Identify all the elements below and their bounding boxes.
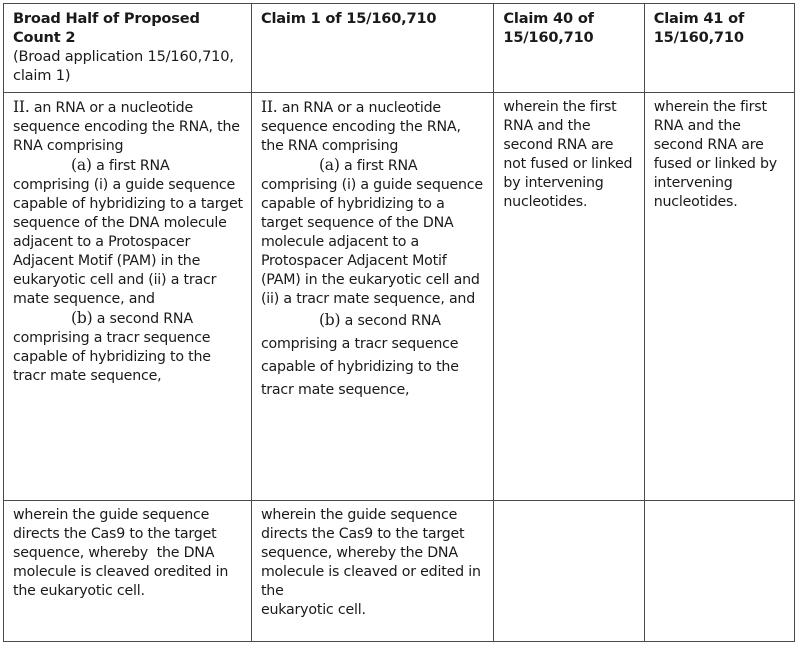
claim-text-line-2: eukaryotic cell. [260, 602, 366, 619]
cell-count-2-rna-element [4, 92, 252, 501]
claim-text-line-1: wherein the guide sequence directs the Cas9 to the target sequence, whereby the DNA molecule is cleaved or edited in the [260, 507, 481, 600]
cell-claim-1-guide-sequence [251, 501, 493, 642]
cell-count-2-guide-sequence [4, 501, 252, 642]
claims-comparison-table [3, 3, 795, 642]
header-title: Claim 40 of 15/160,710 [503, 10, 594, 46]
cell-claim-41-empty [644, 501, 794, 642]
header-claim-40 [494, 4, 644, 93]
claim-text: wherein the guide sequence directs the Cas9 to the target sequence, whereby the DNA molecule is cleaved oredited in the eukaryotic cell. [13, 507, 233, 600]
cell-claim-40-not-fused [494, 92, 644, 501]
section-intro: an RNA or a nucleotide sequence encoding the RNA, the RNA comprising [260, 99, 461, 154]
header-title: Broad Half of Proposed Count 2 [13, 10, 200, 46]
cell-claim-41-fused [644, 92, 794, 501]
item-a-marker: (a) [318, 155, 340, 174]
item-b-marker: (b) [71, 308, 93, 327]
header-broad-half-count-2 [4, 4, 252, 93]
cell-claim-40-empty [494, 501, 644, 642]
item-b-marker: (b) [318, 310, 341, 329]
item-b-text: a second RNA comprising a tracr sequence capable of hybridizing to the tracr mate sequence, [260, 312, 459, 398]
cell-claim-1-rna-element [251, 92, 493, 501]
item-a-text: a first RNA comprising (i) a guide sequence capable of hybridizing to a target sequence of the DNA molecule adjacent to a Protospacer Adjacent Motif (PAM) in the eukaryotic cell and (ii) a tracr mate sequence, and [260, 157, 483, 307]
table-row [4, 501, 795, 642]
section-intro: an RNA or a nucleotide sequence encoding the RNA, the RNA comprising [13, 99, 240, 154]
item-b-text: a second RNA comprising a tracr sequence capable of hybridizing to the tracr mate sequence, [13, 310, 211, 384]
item-a-text: a first RNA comprising (i) a guide sequence capable of hybridizing to a target sequence of the DNA molecule adjacent to a Protospacer Adjacent Motif (PAM) in the eukaryotic cell and (ii) a tracr mate sequence, and [13, 157, 243, 307]
header-claim-1 [251, 4, 493, 93]
table-row [4, 92, 795, 501]
header-row [4, 4, 795, 93]
header-claim-41 [644, 4, 794, 93]
header-subtitle: (Broad application 15/160,710, claim 1) [13, 48, 234, 84]
claim-text: wherein the first RNA and the second RNA are fused or linked by intervening nucleotides. [653, 98, 777, 210]
section-numeral: II. [260, 97, 278, 116]
section-numeral: II. [13, 97, 30, 116]
claim-text: wherein the first RNA and the second RNA are not fused or linked by intervening nucleotides. [503, 98, 633, 210]
header-title: Claim 41 of 15/160,710 [653, 10, 745, 46]
item-a-marker: (a) [71, 155, 92, 174]
header-title: Claim 1 of 15/160,710 [260, 10, 437, 27]
